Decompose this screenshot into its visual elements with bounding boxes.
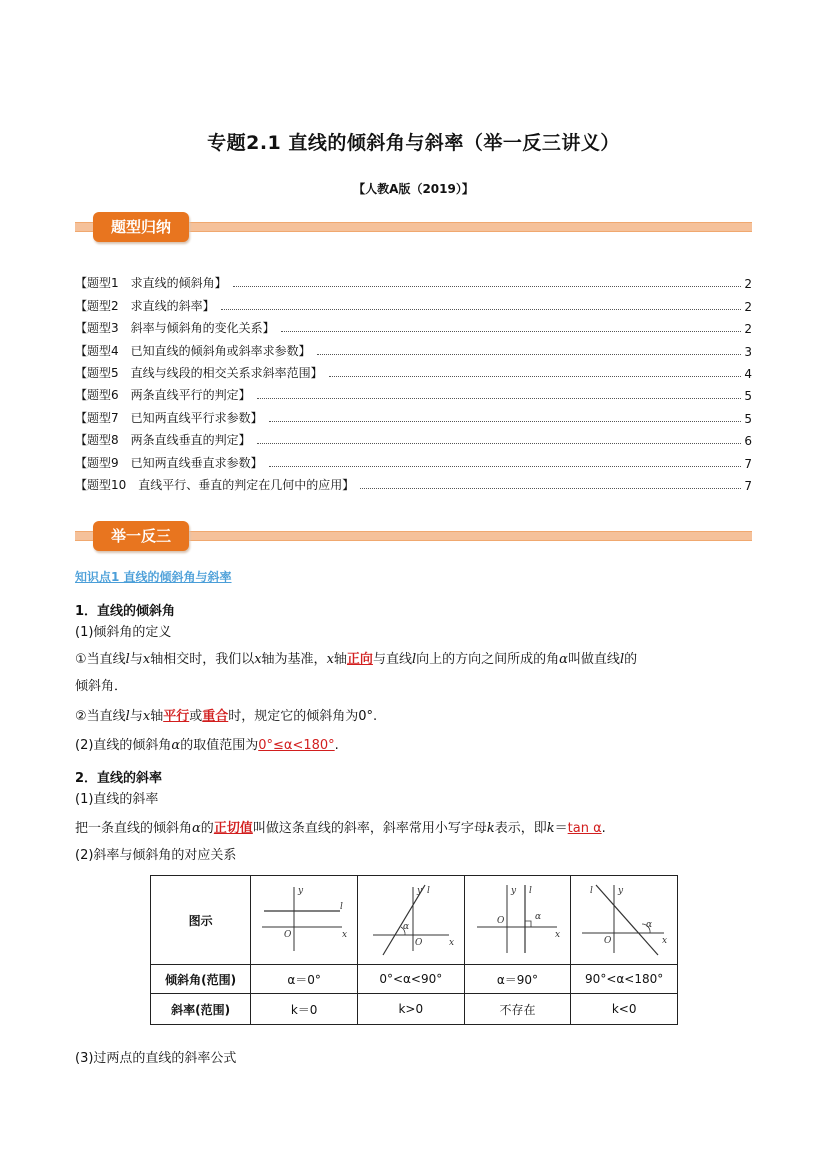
paragraph-angle-range: (2)直线的倾斜角α的取值范围为0°≤α<180°. bbox=[75, 738, 339, 753]
toc-number: 【题型10 bbox=[75, 477, 127, 492]
figure-positive-slope bbox=[361, 879, 461, 959]
svg-text:l: l bbox=[426, 885, 430, 896]
toc-page: 2 bbox=[744, 277, 752, 292]
svg-text:l: l bbox=[340, 901, 344, 912]
knowledge-point-title: 知识点1 直线的倾斜角与斜率 bbox=[75, 570, 232, 584]
table-row bbox=[151, 876, 678, 965]
toc-leader bbox=[221, 308, 741, 310]
section-heading-2: 2．直线的斜率 bbox=[75, 771, 163, 786]
banner-summary bbox=[75, 212, 752, 252]
svg-text:O: O bbox=[604, 935, 612, 946]
toc-leader bbox=[281, 330, 741, 332]
table-of-contents bbox=[75, 269, 752, 493]
table-row bbox=[151, 965, 678, 994]
toc-text: 已知两直线平行求参数】 bbox=[130, 410, 263, 425]
table-cell: 0°<α<90° bbox=[357, 965, 464, 994]
toc-item[interactable] bbox=[75, 403, 752, 425]
toc-page: 2 bbox=[744, 299, 752, 314]
toc-number: 【题型8 bbox=[75, 433, 119, 448]
paragraph-slope-definition: 把一条直线的倾斜角α的正切值叫做这条直线的斜率，斜率常用小写字母k表示，即k＝tan α. bbox=[75, 821, 606, 836]
figure-cell bbox=[571, 876, 678, 965]
paragraph-zero-angle: ②当直线l与x轴平行或重合时，规定它的倾斜角为0°. bbox=[75, 709, 378, 724]
toc-item[interactable] bbox=[75, 359, 752, 381]
svg-text:y: y bbox=[298, 885, 304, 896]
table-cell: 不存在 bbox=[464, 994, 571, 1025]
toc-page: 2 bbox=[744, 322, 752, 337]
highlight-tangent: 正切值 bbox=[213, 821, 253, 836]
toc-text: 已知直线的倾斜角或斜率求参数】 bbox=[130, 343, 311, 358]
paragraph-definition: ①当直线l与x轴相交时，我们以x轴为基准，x轴正向与直线l向上的方向之间所成的角α叫做直线l的 bbox=[75, 652, 638, 667]
svg-text:O: O bbox=[284, 929, 292, 940]
toc-page: 5 bbox=[744, 389, 752, 404]
toc-item[interactable] bbox=[75, 448, 752, 470]
svg-text:l: l bbox=[529, 885, 533, 896]
toc-leader bbox=[233, 285, 741, 287]
banner-badge-practice: 举一反三 bbox=[93, 521, 189, 551]
highlight-tan-alpha: tan α bbox=[567, 821, 602, 836]
figure-vertical-line bbox=[467, 879, 567, 959]
figure-cell bbox=[464, 876, 571, 965]
svg-text:y: y bbox=[416, 885, 422, 896]
toc-leader bbox=[329, 375, 741, 377]
highlight-parallel: 平行 bbox=[163, 709, 190, 724]
figure-horizontal-line bbox=[254, 879, 354, 959]
svg-text:y: y bbox=[618, 885, 624, 896]
toc-text: 求直线的斜率】 bbox=[130, 298, 215, 313]
table-cell: k＝0 bbox=[251, 994, 358, 1025]
toc-page: 3 bbox=[744, 344, 752, 359]
svg-text:α: α bbox=[535, 911, 542, 922]
figure-cell bbox=[357, 876, 464, 965]
toc-item[interactable] bbox=[75, 291, 752, 313]
highlight-positive-direction: 正向 bbox=[346, 652, 373, 667]
toc-number: 【题型5 bbox=[75, 365, 119, 380]
document-title: 专题2.1 直线的倾斜角与斜率（举一反三讲义） bbox=[207, 132, 620, 154]
svg-text:x: x bbox=[555, 929, 561, 940]
toc-item[interactable] bbox=[75, 381, 752, 403]
table-cell: 90°<α<180° bbox=[571, 965, 678, 994]
svg-text:O: O bbox=[497, 915, 505, 926]
banner-badge-summary: 题型归纳 bbox=[93, 212, 189, 242]
toc-number: 【题型2 bbox=[75, 298, 119, 313]
highlight-range: 0°≤α<180° bbox=[258, 738, 335, 753]
table-header: 倾斜角(范围) bbox=[151, 965, 251, 994]
toc-page: 4 bbox=[744, 366, 752, 381]
table-cell: k<0 bbox=[571, 994, 678, 1025]
svg-text:x: x bbox=[448, 937, 454, 948]
toc-leader bbox=[317, 353, 741, 355]
toc-number: 【题型1 bbox=[75, 276, 119, 291]
svg-text:O: O bbox=[414, 937, 423, 948]
highlight-coincide: 重合 bbox=[202, 709, 229, 724]
toc-item[interactable] bbox=[75, 471, 752, 493]
table-header: 图示 bbox=[151, 876, 251, 965]
toc-text: 求直线的倾斜角】 bbox=[130, 276, 227, 291]
figure-negative-slope bbox=[574, 879, 674, 959]
paragraph-definition-cont: 倾斜角． bbox=[75, 679, 128, 694]
figure-cell bbox=[251, 876, 358, 965]
toc-number: 【题型6 bbox=[75, 388, 119, 403]
table-header: 斜率(范围) bbox=[151, 994, 251, 1025]
subheading-two-point-formula: (3)过两点的直线的斜率公式 bbox=[75, 1051, 237, 1066]
toc-item[interactable] bbox=[75, 314, 752, 336]
subheading-correspondence: (2)斜率与倾斜角的对应关系 bbox=[75, 848, 237, 863]
table-cell: α＝0° bbox=[251, 965, 358, 994]
toc-page: 7 bbox=[744, 478, 752, 493]
svg-text:x: x bbox=[662, 935, 668, 946]
document-subtitle: 【人教A版（2019）】 bbox=[353, 182, 474, 196]
svg-text:α: α bbox=[402, 921, 409, 932]
toc-item[interactable] bbox=[75, 269, 752, 291]
section-heading-1: 1．直线的倾斜角 bbox=[75, 604, 176, 619]
toc-item[interactable] bbox=[75, 426, 752, 448]
toc-number: 【题型7 bbox=[75, 410, 119, 425]
table-cell: k>0 bbox=[357, 994, 464, 1025]
toc-leader bbox=[257, 397, 741, 399]
toc-leader bbox=[257, 442, 741, 444]
toc-leader bbox=[269, 420, 741, 422]
toc-text: 直线平行、垂直的判定在几何中的应用】 bbox=[138, 477, 355, 492]
table-cell: α＝90° bbox=[464, 965, 571, 994]
svg-text:y: y bbox=[511, 885, 517, 896]
svg-text:l: l bbox=[590, 885, 594, 896]
svg-text:x: x bbox=[342, 929, 348, 940]
toc-page: 7 bbox=[744, 456, 752, 471]
toc-text: 直线与线段的相交关系求斜率范围】 bbox=[130, 365, 323, 380]
subheading-slope: (1)直线的斜率 bbox=[75, 792, 159, 807]
toc-page: 5 bbox=[744, 411, 752, 426]
toc-page: 6 bbox=[744, 434, 752, 449]
toc-leader bbox=[360, 487, 741, 489]
toc-number: 【题型9 bbox=[75, 455, 119, 470]
banner-practice bbox=[75, 521, 752, 561]
toc-text: 斜率与倾斜角的变化关系】 bbox=[130, 321, 275, 336]
toc-text: 已知两直线垂直求参数】 bbox=[130, 455, 263, 470]
toc-leader bbox=[269, 465, 741, 467]
toc-number: 【题型3 bbox=[75, 321, 119, 336]
table-row bbox=[151, 994, 678, 1025]
slope-angle-table bbox=[150, 875, 678, 1025]
toc-number: 【题型4 bbox=[75, 343, 119, 358]
svg-text:α: α bbox=[646, 919, 653, 930]
subheading-definition: (1)倾斜角的定义 bbox=[75, 625, 172, 640]
toc-text: 两条直线垂直的判定】 bbox=[130, 433, 251, 448]
toc-text: 两条直线平行的判定】 bbox=[130, 388, 251, 403]
toc-item[interactable] bbox=[75, 336, 752, 358]
